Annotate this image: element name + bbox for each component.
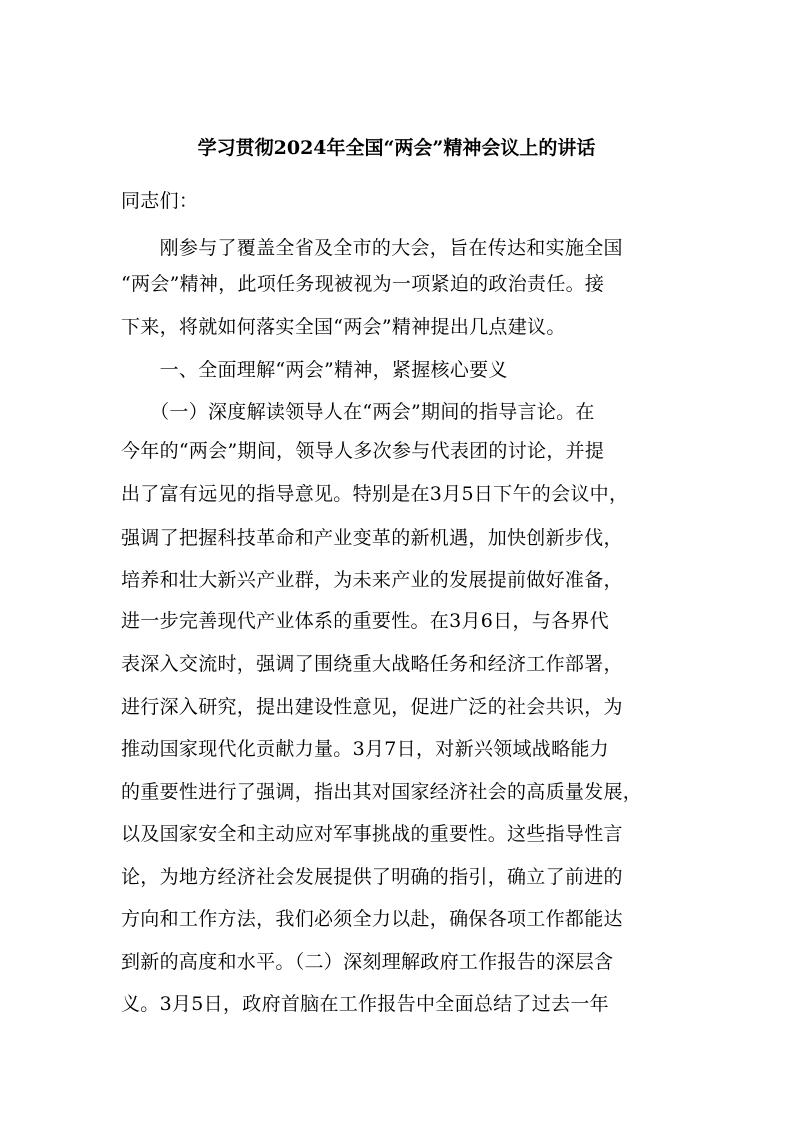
salutation: 同志们： [121, 190, 199, 212]
body-line: 义。3月5日，政府首脑在工作报告中全面总结了过去一年 [121, 993, 609, 1015]
body-line: 强调了把握科技革命和产业变革的新机遇，加快创新步伐， [121, 527, 623, 549]
body-line: 论，为地方经济社会发展提供了明确的指引，确立了前进的 [121, 866, 623, 888]
body-line: 到新的高度和水平。（二）深刻理解政府工作报告的深层含 [121, 951, 614, 973]
body-line: 进一步完善现代产业体系的重要性。在3月6日，与各界代 [121, 610, 609, 632]
body-line: 刚参与了覆盖全省及全市的大会，旨在传达和实施全国 [121, 237, 623, 259]
body-line: 出了富有远见的指导意见。特别是在3月5日下午的会议中， [121, 483, 629, 505]
body-line: “两会”精神，此项任务现被视为一项紧迫的政治责任。接 [121, 273, 605, 295]
body-line: 今年的“两会”期间，领导人多次参与代表团的讨论，并提 [121, 440, 605, 462]
body-line: 进行深入研究，提出建设性意见，促进广泛的社会共识，为 [121, 696, 623, 718]
body-line: 的重要性进行了强调，指出其对国家经济社会的高质量发展， [121, 781, 643, 803]
body-line: 以及国家安全和主动应对军事挑战的重要性。这些指导性言 [121, 823, 623, 845]
body-line: 培养和壮大新兴产业群，为未来产业的发展提前做好准备， [121, 569, 623, 591]
body-line: 下来，将就如何落实全国“两会”精神提出几点建议。 [121, 316, 566, 338]
body-line: 推动国家现代化贡献力量。3月7日，对新兴领域战略能力 [121, 738, 609, 760]
document-title: 学习贯彻2024年全国“两会”精神会议上的讲话 [197, 137, 596, 159]
section-heading: 一、全面理解“两会”精神，紧握核心要义 [121, 359, 508, 381]
body-line: 表深入交流时，强调了围绕重大战略任务和经济工作部署， [121, 653, 623, 675]
body-line: 方向和工作方法，我们必须全力以赴，确保各项工作都能达 [121, 908, 623, 930]
body-line: （一）深度解读领导人在“两会”期间的指导言论。在 [121, 401, 595, 423]
